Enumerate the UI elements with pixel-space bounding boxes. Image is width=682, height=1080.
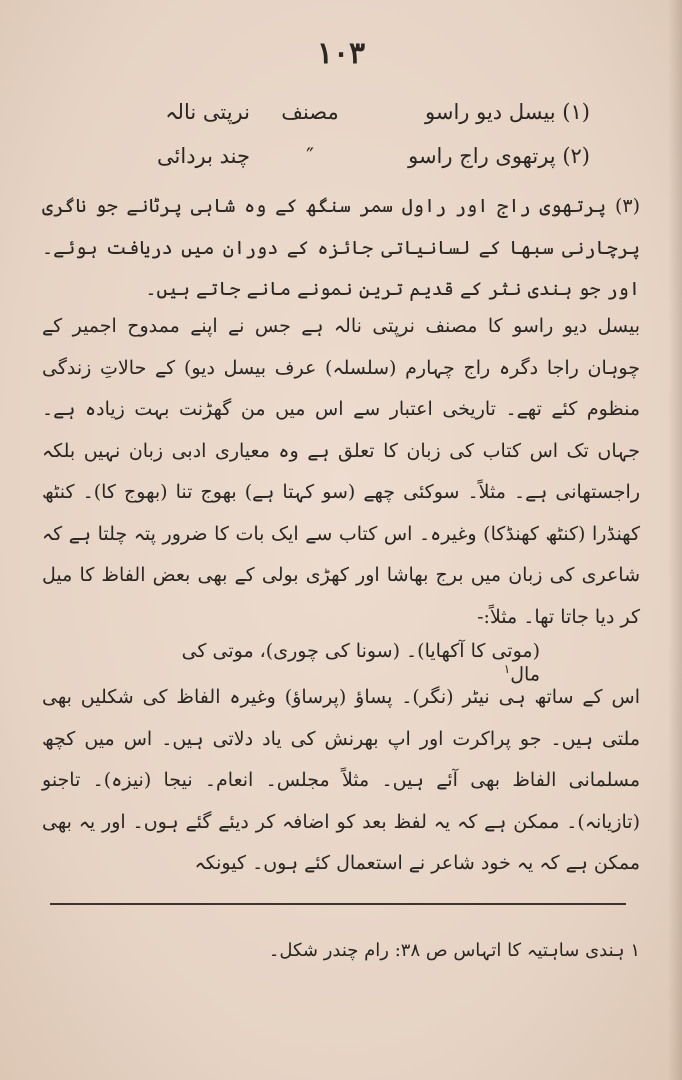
works-list-row xyxy=(100,100,590,144)
footnote-marker: ۱ xyxy=(503,662,511,676)
example-text: (موتی کا آکھایا)۔ (سونا کی چوری)، موتی کی مال xyxy=(181,640,540,686)
footnote-divider xyxy=(50,903,626,905)
paragraph-royal-letters: (۳) پرتھوی راج اور راول سمر سنگھ کے وہ شاہی پرٹانے جو ناگری پرچارنی سبھا کے لسانیاتی جائزہ کے دوران میں دریافت ہوئے۔ اور جو ہندی نثر کے قدیم ترین نمونے مانے جاتے ہیں۔ xyxy=(42,195,640,300)
works-list xyxy=(100,100,590,188)
works-list-row xyxy=(100,144,590,188)
paragraph-bisal-dev-raso: بیسل دیو راسو کا مصنف نرپتی نالہ ہے جس نے اپنے ممدوح اجمیر کے چوہان راجا دگرہ راج چہارم (سلسلہ) عرف بیسل دیو) کے حالاتِ زندگی منظوم کئے تھے۔ تاریخی اعتبار سے اس میں من گھڑنت بہت زیادہ ہے۔ جہاں تک اس کتاب کی زبان کا تعلق ہے وہ معیاری ادبی زبان نہیں بلکہ راجستھانی ہے۔ مثلاً۔ سوکئی چھے (سو کہتا ہے) بھوج تنا (بھوج کا)۔ کنٹھ کھنڈرا (کنٹھ کھنڈکا) وغیرہ۔ اس کتاب سے ایک بات کا ضرور پتہ چلتا ہے کہ شاعری کی زبان میں برج بھاشا اور کھڑی بولی کے بھی بعض الفاظ کا میل کر دیا جاتا تھا۔ مثلاً:- xyxy=(42,315,640,628)
author-name: چند بردائی xyxy=(157,144,250,168)
page-number: ۱۰۳ xyxy=(316,36,366,71)
work-title: (۱) بیسل دیو راسو xyxy=(425,100,590,124)
page-edge-shadow xyxy=(668,0,682,1080)
footnote: ۱ ہندی ساہتیہ کا اتہاس ص ۳۸: رام چندر شکل۔ xyxy=(268,940,640,961)
work-title: (۲) پرتھوی راج راسو xyxy=(408,144,590,168)
author-label: ″ xyxy=(306,144,314,168)
paragraph-word-forms: اس کے ساتھ ہی نیٹر (نگر)۔ پساؤ (پرساؤ) وغیرہ الفاظ کی شکلیں بھی ملتی ہیں۔ جو پراکرت اور اپ بھرنش کی یاد دلاتی ہیں۔ اس میں کچھ مسلمانی الفاظ بھی آئے ہیں۔ مثلاً مجلس۔ انعام۔ نیجا (نیزہ)۔ تاجنو (تازیانہ)۔ ممکن ہے کہ یہ لفظ بعد کو اضافہ کر دیئے گئے ہوں۔ اور یہ بھی ممکن ہے کہ یہ خود شاعر نے استعمال کئے ہوں۔ کیونکہ xyxy=(42,686,640,874)
author-name: نرپتی نالہ xyxy=(165,100,250,124)
author-label: مصنف xyxy=(281,100,339,124)
